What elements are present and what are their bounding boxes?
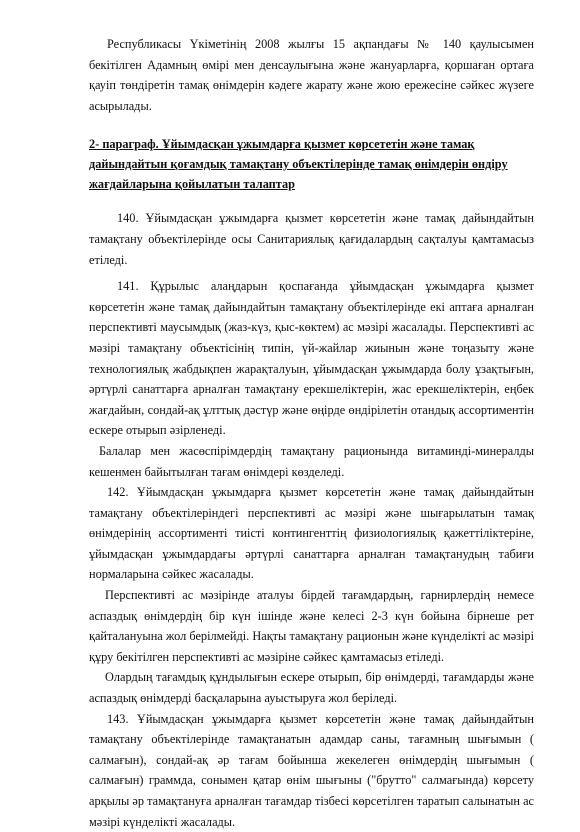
paragraph-140: 140. Ұйымдасқан ұжымдарға қызмет көрсететін және тамақ дайындайтын тамақтану объектілерінде осы Санитариялық қағидалардың сақталуы қамтамасыз етіледі.	[89, 211, 534, 267]
paragraph-menu-repetition: Перспективті ас мәзірінде аталуы бірдей тағамдардың, гарнирлердің немесе аспаздық өнімдердің бір күн ішінде және келесі 2-3 күн бойына бірнеше рет қайталануына жол берілмейді. Нақты тамақтану рационын және күнделікті ас мәзірі құру бекітілген перспективті ас мәзіріне сәйкес қамтамасыз етіледі.	[89, 588, 534, 664]
paragraph-141: 141. Құрылыс алаңдарын қоспағанда ұйымдасқан ұжымдарға қызмет көрсететін және тамақ дайындайтын тамақтану объектілерінде екі аптаға арналған перспективті маусымдық (жаз-күз, қыс-көктем) ас мәзірі жасалады. Перспективті ас мәзірі тамақтану объектісінің типін, үй-жайлар жиынын және тоңазыту және технологиялық жабдықпен жарақталуын, ұйымдасқан ұжымдарда болу ұзақтығын, әртүрлі санаттарға арналған тамақтану ерекшеліктерін, жас ерекшеліктерін, еңбек жағдайын, сондай-ақ ұлттық дәстүр және өңірде өндірілетін отандық ассортиментін ескере отырып әзірленеді.	[89, 279, 534, 438]
paragraph-142: 142. Ұйымдасқан ұжымдарға қызмет көрсететін және тамақ дайындайтын тамақтану объектілеріндегі перспективті ас мәзірі және шығарылатын тамақ өнімдерінің ассортименті тиісті контингенттің физиологиялық қажеттіліктеріне, ұйымдасқан ұжымдардағы әртүрлі санаттарға арналған тамақтанудың табиғи нормаларына сәйкес жасалады.	[89, 485, 534, 582]
paragraph-children-nutrition: Балалар мен жасөспірімдердің тамақтану рационында витаминді-минералды кешенмен байытылған тағам өнімдері көзделеді.	[89, 443, 534, 479]
paragraph-143: 143. Ұйымдасқан ұжымдарға қызмет көрсететін және тамақ дайындайтын тамақтану объектілерінде тамақтанатын адамдар саны, тағамның шығымын ( салмағын), сондай-ақ әр тағам бойынша жекелеген өнімдердің шығымын ( салмағын) граммда, сонымен қатар өнім шығыны ("брутто" салмағында) көрсету арқылы әр тамақтануға арналған тағамдар тізбесі көрсетілген таратып салынатын ас мәзірі күнделікті жасалады.	[89, 711, 534, 829]
section-heading: 2- параграф. Ұйымдасқан ұжымдарға қызмет көрсететін және тамақ дайындайтын қоғамдық тамақтану объектілерінде тамақ өнімдерін өндіру жағдайларына қойылатын талаптар	[89, 137, 508, 192]
paragraph-substitution: Олардың тағамдық құндылығын ескере отырып, бір өнімдерді, тағамдарды және аспаздық өнімдерді басқаларына ауыстыруға жол беріледі.	[89, 670, 534, 706]
paragraph-intro: Республикасы Үкіметінің 2008 жылғы 15 ақпандағы № 140 қаулысымен бекітілген Адамның өмірі мен денсаулығына және жануарларға, қоршаған ортаға қауіп төндіретін тамақ өнімдерін кәдеге жарату және жою ережесіне сәйкес жүзеге асырылады.	[89, 37, 534, 113]
